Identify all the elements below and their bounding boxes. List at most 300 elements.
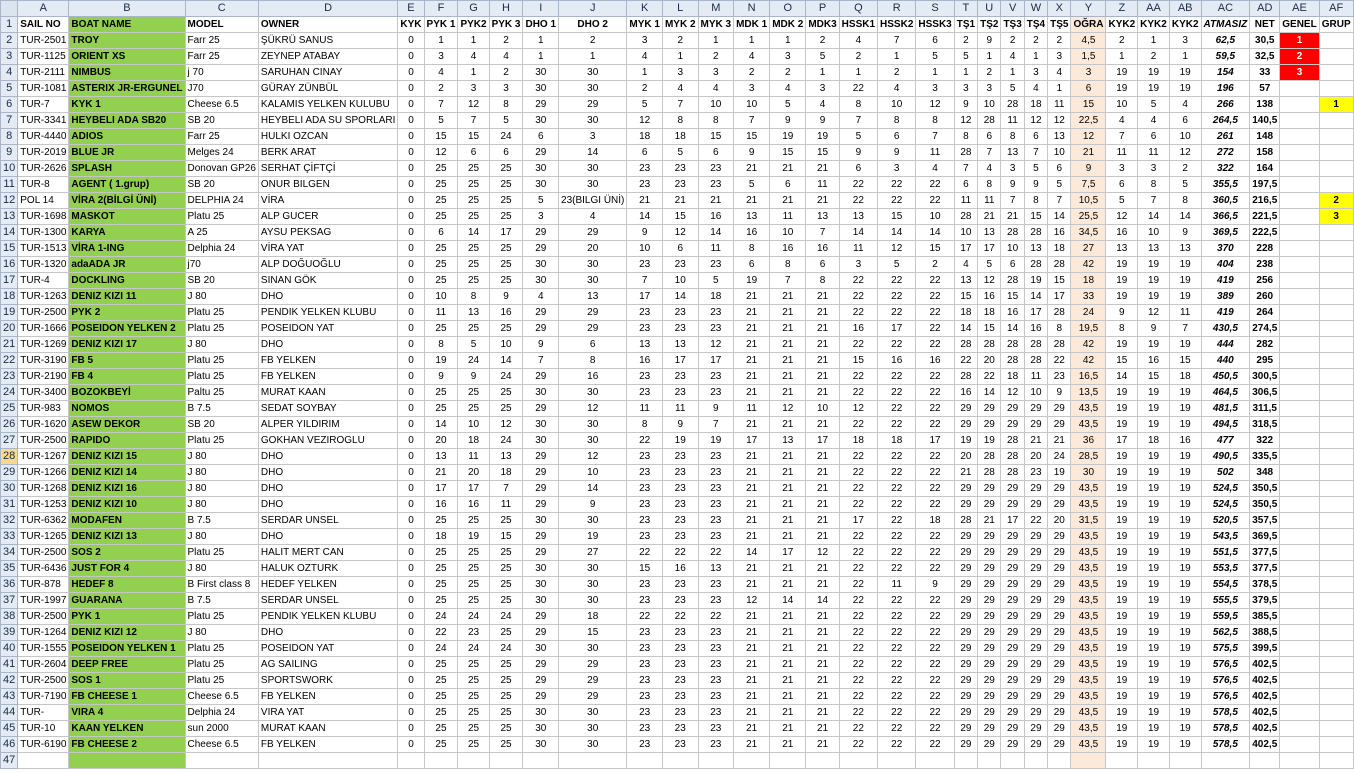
cell-v[interactable]: 29 [1001,625,1024,641]
cell-y[interactable]: 34,5 [1071,225,1106,241]
cell-h[interactable]: 25 [489,689,523,705]
row-header[interactable]: 38 [1,609,18,625]
column-header-k[interactable]: K [627,1,663,17]
cell-b[interactable]: FB 5 [69,353,185,369]
cell-ac[interactable]: 555,5 [1201,593,1250,609]
cell-p[interactable]: 13 [806,209,839,225]
cell-w[interactable]: 28 [1024,353,1047,369]
cell-o[interactable]: 8 [770,257,806,273]
cell-t[interactable]: 29 [954,625,977,641]
cell-ad[interactable]: 348 [1250,465,1280,481]
cell-e[interactable]: 0 [398,641,424,657]
cell-j[interactable]: 30 [559,273,627,289]
cell-d[interactable]: GÜRAY ZÜNBÜL [258,81,398,97]
cell-g[interactable]: 25 [458,705,489,721]
cell-g[interactable]: 25 [458,273,489,289]
cell-b[interactable]: DENIZ KIZI 11 [69,289,185,305]
cell-o[interactable]: 11 [770,209,806,225]
cell-n[interactable]: 21 [734,417,770,433]
cell-k[interactable]: 23 [627,465,663,481]
cell-t[interactable]: 29 [954,577,977,593]
cell-d[interactable]: HALUK OZTURK [258,561,398,577]
cell-u[interactable] [978,753,1001,769]
cell-c[interactable]: J70 [185,81,258,97]
cell-d[interactable]: ŞÜKRÜ SANUS [258,33,398,49]
cell-r[interactable]: 22 [878,401,916,417]
column-header-b[interactable]: B [69,1,185,17]
cell-o[interactable]: 21 [770,721,806,737]
cell-w[interactable]: 29 [1024,609,1047,625]
cell-p[interactable]: 21 [806,321,839,337]
cell-i[interactable]: 29 [523,369,559,385]
cell-ab[interactable]: KYK2 [1169,17,1201,33]
cell-ae[interactable] [1280,417,1319,433]
cell-z[interactable]: 19 [1106,737,1138,753]
cell-l[interactable]: 23 [662,529,698,545]
cell-aa[interactable]: 19 [1138,577,1170,593]
cell-ab[interactable]: 2 [1169,161,1201,177]
cell-aa[interactable]: 19 [1138,689,1170,705]
cell-g[interactable]: PYK2 [458,17,489,33]
cell-ac[interactable]: 389 [1201,289,1250,305]
cell-s[interactable]: 4 [916,161,954,177]
cell-w[interactable]: 29 [1024,401,1047,417]
cell-u[interactable]: 4 [978,161,1001,177]
cell-u[interactable]: 29 [978,417,1001,433]
cell-z[interactable]: 19 [1106,545,1138,561]
cell-n[interactable]: 6 [734,257,770,273]
cell-y[interactable]: 43,5 [1071,625,1106,641]
cell-s[interactable]: 1 [916,65,954,81]
cell-aa[interactable]: 2 [1138,49,1170,65]
cell-j[interactable]: 6 [559,337,627,353]
cell-m[interactable]: 15 [698,129,734,145]
cell-q[interactable]: 22 [839,337,877,353]
cell-ad[interactable]: 402,5 [1250,721,1280,737]
cell-ac[interactable]: 440 [1201,353,1250,369]
column-header-r[interactable]: R [878,1,916,17]
cell-f[interactable]: 5 [424,113,458,129]
cell-s[interactable]: 22 [916,289,954,305]
cell-b[interactable]: FB CHEESE 1 [69,689,185,705]
cell-q[interactable] [839,753,877,769]
cell-r[interactable]: 22 [878,465,916,481]
cell-ab[interactable]: 19 [1169,337,1201,353]
cell-p[interactable]: 21 [806,337,839,353]
cell-a[interactable]: TUR-1267 [18,449,69,465]
cell-a[interactable]: TUR-1263 [18,289,69,305]
cell-ac[interactable]: 272 [1201,145,1250,161]
cell-e[interactable]: 0 [398,545,424,561]
cell-y[interactable]: 22,5 [1071,113,1106,129]
cell-f[interactable]: 25 [424,577,458,593]
column-header-x[interactable]: X [1048,1,1071,17]
cell-o[interactable]: 21 [770,625,806,641]
row-header[interactable]: 47 [1,753,18,769]
row-header[interactable]: 14 [1,225,18,241]
cell-v[interactable]: 28 [1001,449,1024,465]
cell-p[interactable]: 21 [806,305,839,321]
cell-t[interactable]: 3 [954,81,977,97]
cell-l[interactable]: 23 [662,161,698,177]
cell-g[interactable]: 19 [458,529,489,545]
column-header-q[interactable]: Q [839,1,877,17]
cell-s[interactable]: 22 [916,593,954,609]
cell-s[interactable]: 22 [916,625,954,641]
cell-ac[interactable]: 355,5 [1201,177,1250,193]
row-header[interactable]: 30 [1,481,18,497]
cell-o[interactable]: 21 [770,353,806,369]
cell-c[interactable]: J 80 [185,529,258,545]
cell-j[interactable]: 30 [559,161,627,177]
cell-e[interactable]: 0 [398,593,424,609]
cell-v[interactable]: 28 [1001,465,1024,481]
cell-z[interactable]: 19 [1106,641,1138,657]
cell-o[interactable]: 3 [770,49,806,65]
cell-g[interactable]: 25 [458,209,489,225]
cell-i[interactable]: 30 [523,81,559,97]
cell-g[interactable]: 25 [458,257,489,273]
cell-u[interactable]: 29 [978,577,1001,593]
cell-ae[interactable] [1280,545,1319,561]
cell-ab[interactable]: 4 [1169,97,1201,113]
cell-x[interactable]: 29 [1048,689,1071,705]
cell-h[interactable]: 9 [489,289,523,305]
row-header[interactable]: 33 [1,529,18,545]
cell-y[interactable]: 43,5 [1071,657,1106,673]
cell-n[interactable]: 21 [734,673,770,689]
cell-s[interactable]: 8 [916,113,954,129]
cell-aa[interactable]: 16 [1138,353,1170,369]
cell-c[interactable]: SB 20 [185,417,258,433]
cell-j[interactable]: 30 [559,721,627,737]
cell-j[interactable]: 29 [559,657,627,673]
cell-j[interactable]: 23(BILGI ÜNİ) [559,193,627,209]
cell-g[interactable]: 5 [458,337,489,353]
cell-v[interactable]: 29 [1001,577,1024,593]
cell-ae[interactable] [1280,129,1319,145]
cell-aa[interactable]: 19 [1138,529,1170,545]
cell-b[interactable]: DENIZ KIZI 10 [69,497,185,513]
cell-u[interactable]: TŞ2 [978,17,1001,33]
cell-z[interactable]: 19 [1106,577,1138,593]
cell-q[interactable]: 22 [839,529,877,545]
cell-o[interactable]: 21 [770,481,806,497]
cell-r[interactable]: 22 [878,273,916,289]
cell-x[interactable]: 18 [1048,241,1071,257]
cell-g[interactable]: 6 [458,145,489,161]
cell-j[interactable]: 14 [559,481,627,497]
column-header-m[interactable]: M [698,1,734,17]
cell-n[interactable]: 21 [734,577,770,593]
cell-v[interactable]: 3 [1001,161,1024,177]
cell-w[interactable]: 19 [1024,273,1047,289]
cell-r[interactable]: 22 [878,193,916,209]
cell-m[interactable]: 23 [698,705,734,721]
cell-o[interactable]: 21 [770,289,806,305]
cell-u[interactable]: 8 [978,177,1001,193]
cell-n[interactable]: 10 [734,97,770,113]
cell-q[interactable]: 1 [839,65,877,81]
cell-m[interactable]: 23 [698,177,734,193]
cell-g[interactable]: 12 [458,97,489,113]
cell-ac[interactable]: ATMASIZ [1201,17,1250,33]
cell-aa[interactable]: 9 [1138,321,1170,337]
cell-y[interactable]: 43,5 [1071,497,1106,513]
cell-aa[interactable]: 14 [1138,209,1170,225]
cell-g[interactable]: 25 [458,737,489,753]
cell-i[interactable]: 29 [523,321,559,337]
cell-g[interactable]: 24 [458,641,489,657]
cell-af[interactable] [1319,113,1353,129]
cell-e[interactable]: 0 [398,449,424,465]
cell-w[interactable]: 29 [1024,721,1047,737]
cell-g[interactable]: 14 [458,225,489,241]
cell-m[interactable]: 23 [698,625,734,641]
cell-w[interactable]: 29 [1024,625,1047,641]
cell-b[interactable]: FB CHEESE 2 [69,737,185,753]
cell-r[interactable]: 22 [878,177,916,193]
cell-u[interactable]: 29 [978,481,1001,497]
cell-n[interactable]: 21 [734,289,770,305]
cell-c[interactable]: Platu 25 [185,353,258,369]
cell-h[interactable]: 25 [489,513,523,529]
cell-t[interactable]: 7 [954,161,977,177]
cell-k[interactable]: 23 [627,385,663,401]
cell-aa[interactable]: 19 [1138,641,1170,657]
cell-g[interactable]: 8 [458,289,489,305]
cell-ab[interactable]: 19 [1169,737,1201,753]
cell-v[interactable]: TŞ3 [1001,17,1024,33]
cell-ab[interactable] [1169,753,1201,769]
cell-z[interactable]: 19 [1106,705,1138,721]
cell-i[interactable]: 30 [523,721,559,737]
cell-t[interactable]: 29 [954,689,977,705]
cell-i[interactable]: 7 [523,353,559,369]
cell-a[interactable]: TUR-2500 [18,545,69,561]
cell-l[interactable]: 23 [662,369,698,385]
cell-ac[interactable]: 264,5 [1201,113,1250,129]
cell-d[interactable]: POSEIDON YAT [258,641,398,657]
cell-d[interactable]: MURAT KAAN [258,385,398,401]
column-header-l[interactable]: L [662,1,698,17]
cell-s[interactable]: 22 [916,337,954,353]
cell-w[interactable]: 12 [1024,113,1047,129]
cell-w[interactable]: 29 [1024,641,1047,657]
cell-m[interactable]: 8 [698,113,734,129]
cell-t[interactable]: 19 [954,433,977,449]
cell-i[interactable]: 29 [523,225,559,241]
cell-y[interactable] [1071,753,1106,769]
cell-x[interactable]: 21 [1048,433,1071,449]
cell-m[interactable]: 23 [698,673,734,689]
cell-n[interactable]: 21 [734,305,770,321]
cell-h[interactable]: 24 [489,129,523,145]
cell-z[interactable]: 19 [1106,417,1138,433]
cell-x[interactable]: 6 [1048,161,1071,177]
cell-g[interactable]: 10 [458,417,489,433]
cell-o[interactable]: 21 [770,305,806,321]
cell-af[interactable] [1319,625,1353,641]
cell-u[interactable]: 14 [978,385,1001,401]
cell-p[interactable]: 14 [806,593,839,609]
cell-af[interactable] [1319,705,1353,721]
cell-e[interactable]: 0 [398,97,424,113]
cell-f[interactable]: 15 [424,129,458,145]
cell-d[interactable]: SINAN GÖK [258,273,398,289]
row-header[interactable]: 5 [1,81,18,97]
cell-w[interactable]: 29 [1024,497,1047,513]
cell-a[interactable]: TUR-2190 [18,369,69,385]
cell-o[interactable]: 21 [770,449,806,465]
cell-v[interactable]: 29 [1001,417,1024,433]
cell-w[interactable]: 22 [1024,513,1047,529]
column-header-af[interactable]: AF [1319,1,1353,17]
cell-af[interactable] [1319,609,1353,625]
cell-s[interactable]: 22 [916,609,954,625]
cell-x[interactable]: 5 [1048,177,1071,193]
cell-af[interactable] [1319,673,1353,689]
cell-u[interactable]: 28 [978,465,1001,481]
cell-l[interactable]: 19 [662,433,698,449]
cell-u[interactable]: 21 [978,513,1001,529]
cell-u[interactable]: 20 [978,353,1001,369]
cell-l[interactable]: 22 [662,545,698,561]
cell-q[interactable]: 7 [839,113,877,129]
cell-af[interactable]: 3 [1319,209,1353,225]
cell-k[interactable]: 7 [627,273,663,289]
cell-ae[interactable] [1280,161,1319,177]
cell-ab[interactable]: 19 [1169,673,1201,689]
cell-m[interactable]: 2 [698,49,734,65]
cell-h[interactable]: 25 [489,273,523,289]
cell-e[interactable]: 0 [398,353,424,369]
cell-j[interactable]: 15 [559,625,627,641]
cell-e[interactable]: 0 [398,481,424,497]
cell-f[interactable]: 14 [424,417,458,433]
cell-u[interactable]: 19 [978,433,1001,449]
cell-s[interactable]: 12 [916,97,954,113]
column-header-f[interactable]: F [424,1,458,17]
cell-s[interactable]: 22 [916,321,954,337]
cell-c[interactable]: Platu 25 [185,609,258,625]
cell-af[interactable] [1319,337,1353,353]
cell-z[interactable]: 19 [1106,481,1138,497]
cell-e[interactable]: 0 [398,81,424,97]
cell-d[interactable]: ALP DOĞUOĞLU [258,257,398,273]
cell-c[interactable]: Platu 25 [185,321,258,337]
cell-ac[interactable]: 554,5 [1201,577,1250,593]
cell-x[interactable]: 22 [1048,353,1071,369]
cell-f[interactable]: 25 [424,657,458,673]
cell-ae[interactable] [1280,689,1319,705]
cell-w[interactable]: 29 [1024,689,1047,705]
cell-l[interactable] [662,753,698,769]
cell-h[interactable]: 25 [489,705,523,721]
cell-m[interactable]: 23 [698,641,734,657]
cell-f[interactable]: 13 [424,449,458,465]
cell-n[interactable]: 21 [734,449,770,465]
cell-w[interactable]: 10 [1024,385,1047,401]
cell-y[interactable]: 10,5 [1071,193,1106,209]
cell-a[interactable]: TUR-2604 [18,657,69,673]
cell-d[interactable]: ZEYNEP ATABAY [258,49,398,65]
cell-j[interactable]: 29 [559,305,627,321]
cell-c[interactable]: J 80 [185,465,258,481]
cell-z[interactable]: 19 [1106,689,1138,705]
cell-q[interactable]: 22 [839,449,877,465]
cell-a[interactable]: TUR-2626 [18,161,69,177]
cell-af[interactable] [1319,257,1353,273]
cell-c[interactable]: J 80 [185,625,258,641]
cell-b[interactable]: POSEIDON YELKEN 1 [69,641,185,657]
cell-r[interactable]: 22 [878,497,916,513]
cell-aa[interactable]: 19 [1138,337,1170,353]
cell-t[interactable]: 5 [954,49,977,65]
cell-a[interactable]: TUR-6190 [18,737,69,753]
cell-t[interactable]: 10 [954,225,977,241]
cell-ab[interactable]: 19 [1169,705,1201,721]
cell-b[interactable]: NIMBUS [69,65,185,81]
cell-h[interactable] [489,753,523,769]
cell-g[interactable]: 25 [458,593,489,609]
cell-e[interactable]: 0 [398,193,424,209]
cell-aa[interactable]: 19 [1138,737,1170,753]
cell-h[interactable]: 25 [489,737,523,753]
cell-ac[interactable]: 477 [1201,433,1250,449]
cell-t[interactable]: 28 [954,513,977,529]
cell-b[interactable]: NOMOS [69,401,185,417]
cell-r[interactable]: 15 [878,209,916,225]
cell-h[interactable]: 25 [489,721,523,737]
cell-w[interactable]: 28 [1024,337,1047,353]
cell-m[interactable]: 23 [698,305,734,321]
cell-ae[interactable] [1280,273,1319,289]
cell-d[interactable]: SERDAR UNSEL [258,593,398,609]
cell-e[interactable]: 0 [398,529,424,545]
cell-g[interactable]: 25 [458,561,489,577]
cell-g[interactable]: 25 [458,161,489,177]
cell-f[interactable]: 4 [424,65,458,81]
cell-k[interactable]: 18 [627,129,663,145]
cell-v[interactable]: 29 [1001,481,1024,497]
cell-s[interactable]: 22 [916,737,954,753]
cell-p[interactable]: 6 [806,257,839,273]
cell-i[interactable]: 30 [523,433,559,449]
cell-h[interactable]: 16 [489,305,523,321]
cell-af[interactable] [1319,177,1353,193]
cell-g[interactable]: 3 [458,81,489,97]
cell-o[interactable]: 21 [770,161,806,177]
cell-r[interactable]: 1 [878,49,916,65]
cell-h[interactable]: 25 [489,241,523,257]
row-header[interactable]: 17 [1,273,18,289]
cell-z[interactable]: 19 [1106,593,1138,609]
cell-h[interactable]: 14 [489,353,523,369]
cell-t[interactable]: 14 [954,321,977,337]
cell-k[interactable]: 16 [627,353,663,369]
cell-k[interactable]: 12 [627,113,663,129]
cell-e[interactable]: 0 [398,161,424,177]
cell-x[interactable]: 29 [1048,673,1071,689]
cell-h[interactable]: 25 [489,593,523,609]
cell-a[interactable] [18,753,69,769]
cell-k[interactable]: 23 [627,737,663,753]
cell-r[interactable]: 18 [878,433,916,449]
cell-d[interactable]: HEDEF YELKEN [258,577,398,593]
cell-f[interactable]: 3 [424,49,458,65]
cell-o[interactable]: 21 [770,385,806,401]
